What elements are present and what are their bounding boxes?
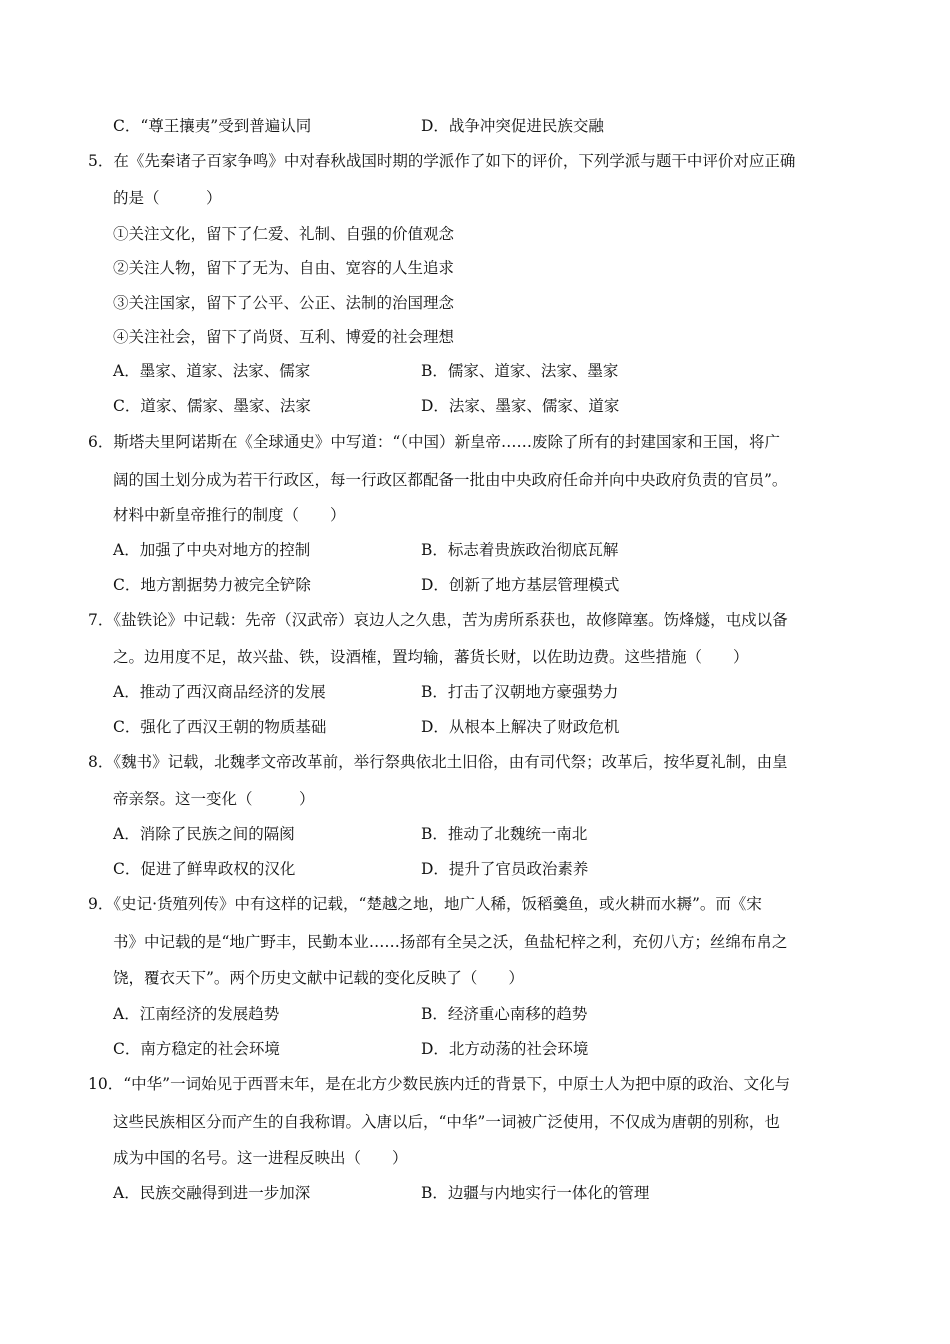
q9-stem-line-1: 9．《史记·货殖列传》中有这样的记载，“楚越之地，地广人稀，饭稻羹鱼，或火耕而水耨”。而《宋	[88, 895, 762, 913]
q10-stem-line-2: 这些民族相区分而产生的自我称谓。入唐以后，“中华”一词被广泛使用，不仅成为唐朝的别称，也	[113, 1113, 780, 1131]
q5-item-3: ③关注国家，留下了公平、公正、法制的治国理念	[113, 294, 455, 312]
q10-stem-line-3: 成为中国的名号。这一进程反映出（ ）	[113, 1149, 408, 1167]
q6-stem-line-2: 阔的国土划分成为若干行政区，每一行政区都配备一批由中央政府任命并向中央政府负责的官员”。	[113, 471, 788, 489]
q8-option-a: A．消除了民族之间的隔阂	[113, 825, 295, 843]
q9-option-d: D．北方动荡的社会环境	[421, 1040, 589, 1058]
q5-item-1: ①关注文化，留下了仁爱、礼制、自强的价值观念	[113, 225, 455, 243]
q4-option-c: C．“尊王攘夷”受到普遍认同	[113, 117, 312, 135]
q6-option-a: A．加强了中央对地方的控制	[113, 541, 311, 559]
q8-option-b: B．推动了北魏统一南北	[421, 825, 588, 843]
q5-item-2: ②关注人物，留下了无为、自由、宽容的人生追求	[113, 259, 455, 277]
q4-option-d: D．战争冲突促进民族交融	[421, 117, 604, 135]
q6-option-d: D．创新了地方基层管理模式	[421, 576, 620, 594]
q10-stem-line-1: 10．“中华”一词始见于西晋末年，是在北方少数民族内迁的背景下，中原士人为把中原的政治、文化与	[88, 1075, 791, 1093]
q5-option-a: A．墨家、道家、法家、儒家	[113, 362, 311, 380]
q5-option-b: B．儒家、道家、法家、墨家	[421, 362, 619, 380]
q9-stem-line-2: 书》中记载的是“地广野丰，民勤本业……扬部有全吴之沃，鱼盐杞梓之利，充仞八方；丝绵布帛之	[113, 933, 788, 951]
q6-option-b: B．标志着贵族政治彻底瓦解	[421, 541, 619, 559]
q7-option-d: D．从根本上解决了财政危机	[421, 718, 620, 736]
q9-option-b: B．经济重心南移的趋势	[421, 1005, 588, 1023]
q6-option-c: C．地方割据势力被完全铲除	[113, 576, 311, 594]
q7-stem-line-1: 7．《盐铁论》中记载：先帝（汉武帝）哀边人之久患，苦为虏所系获也，故修障塞。饬烽燧，屯戍以备	[88, 611, 788, 629]
q10-option-b: B．边疆与内地实行一体化的管理	[421, 1184, 650, 1202]
q9-stem-line-3: 饶，覆衣天下”。两个历史文献中记载的变化反映了（ ）	[113, 969, 524, 987]
q8-option-c: C．促进了鲜卑政权的汉化	[113, 860, 296, 878]
q8-option-d: D．提升了官员政治素养	[421, 860, 589, 878]
q5-option-d: D．法家、墨家、儒家、道家	[421, 397, 620, 415]
q9-option-c: C．南方稳定的社会环境	[113, 1040, 280, 1058]
q7-stem-line-2: 之。边用度不足，故兴盐、铁，设酒榷，置均输，蕃货长财，以佐助边费。这些措施（ ）	[113, 648, 749, 666]
q5-stem-line-1: 5．在《先秦诸子百家争鸣》中对春秋战国时期的学派作了如下的评价，下列学派与题干中评价对应正确	[88, 152, 796, 170]
q5-item-4: ④关注社会，留下了尚贤、互利、博爱的社会理想	[113, 328, 455, 346]
q5-stem-line-2: 的是（ ）	[113, 189, 222, 207]
q5-option-c: C．道家、儒家、墨家、法家	[113, 397, 311, 415]
q8-stem-line-1: 8．《魏书》记载，北魏孝文帝改革前，举行祭典依北土旧俗，由有司代祭；改革后，按华夏礼制，由皇	[88, 753, 788, 771]
q6-stem-line-1: 6．斯塔夫里阿诺斯在《全球通史》中写道：“（中国）新皇帝……废除了所有的封建国家和王国，将广	[88, 433, 781, 451]
q7-option-c: C．强化了西汉王朝的物质基础	[113, 718, 327, 736]
q10-option-a: A．民族交融得到进一步加深	[113, 1184, 311, 1202]
q9-option-a: A．江南经济的发展趋势	[113, 1005, 280, 1023]
q7-option-b: B．打击了汉朝地方豪强势力	[421, 683, 619, 701]
q8-stem-line-2: 帝亲祭。这一变化（ ）	[113, 790, 315, 808]
q7-option-a: A．推动了西汉商品经济的发展	[113, 683, 326, 701]
q6-stem-line-3: 材料中新皇帝推行的制度（ ）	[113, 506, 346, 524]
